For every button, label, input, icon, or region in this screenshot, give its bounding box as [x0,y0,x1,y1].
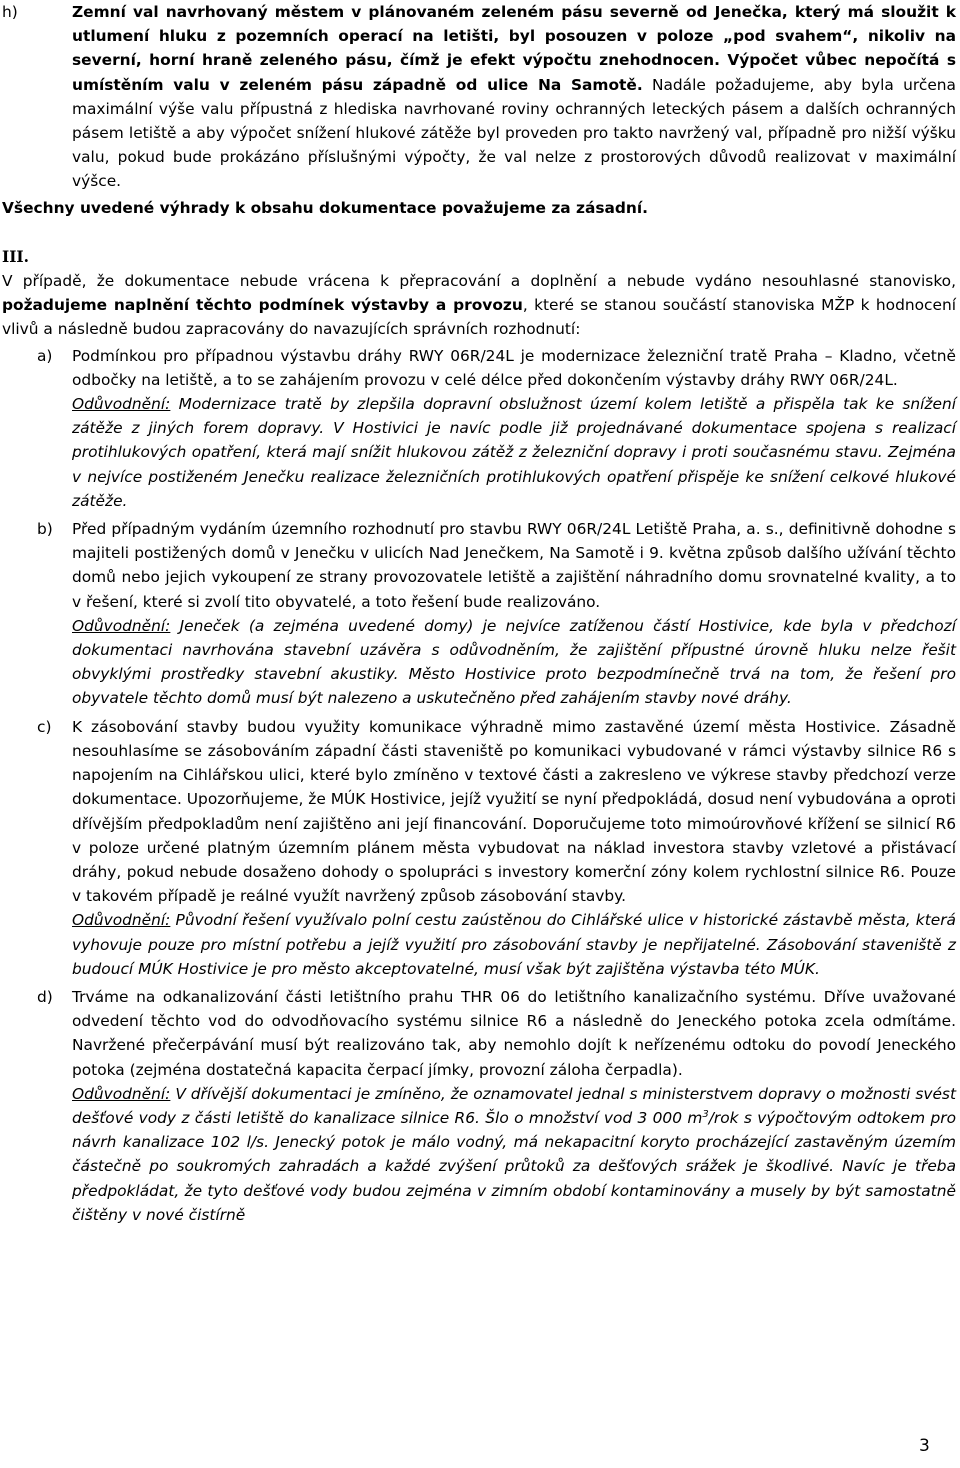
justification [72,1082,956,1227]
list-marker: d) [37,987,53,1006]
list-item-content [72,344,956,513]
condition-text: K zásobování stavby budou využity komunikace výhradně mimo zastavěné území města Hostivice. Zásadně nesouhlasíme se zásobováním západní části staveniště po komunikaci vybudované v rámci výstavby silnice R6 s napojením na Cihlářskou ulici, které bylo zmíněno v textové části a zakresleno ve výkrese stavby předchozí verze dokumentace. Upozorňujeme, že MÚK Hostivice, jejíž využití se nyní předpokládá, dosud není vybudována a oproti dřívějším předpokladům není zajištěno ani její financování. Doporučujeme toto mimoúrovňové křížení se silnicí R6 v poloze určené platným územním plánem města vybudovat na náklad investora stavby vzletové a přistávací dráhy, pokud nebude dosaženo dohody o spolupráci s investory komerční zóny kolem rychlostní silnice R6. Pouze v takovém případě je reálné využít navržený způsob zásobování stavby. [72,717,956,906]
list-marker: h) [2,3,18,21]
intro-text: V případě, že dokumentace nebude vrácena k přepracování a doplnění a nebude vydáno nesouhlasné stanovisko, [2,272,956,291]
requirement-text: Nadále požadujeme, aby byla určena maximální výše valu přípustná z hlediska navrhované roviny ochranných leteckých pásem a dalších ochranných pásem letiště a aby výpočet snížení hlukové zátěže byl proveden pro takto navržený val, případně pro nižší výšku valu, pokud bude prokázáno příslušnými výpočty, že val nelze z prostorových důvodů realizovat v maximální výšce. [72,75,956,191]
justification-label: Odůvodnění: [72,1084,171,1103]
justification [72,614,956,711]
list-item-c [2,715,956,981]
justification-label: Odůvodnění: [72,911,171,930]
justification-text-cont: /rok s výpočtovým odtokem pro návrh kanalizace 102 l/s. Jenecký potok je málo vodný, má nekapacitní koryto procházející zastavěným územím částečně po soukromých zahradách a každé zvýšení průtoků za dešťových srážek je škodlivé. Navíc je třeba předpokládat, že tyto dešťové vody budou zejména v zimním období kontaminovány a musely by být samostatně čištěny v nové čistírně [72,1108,956,1224]
list-item-content [72,715,956,981]
justification [72,908,956,981]
justification-text: Jeneček (a zejména uvedené domy) je nejvíce zatíženou částí Hostivice, kde byla v předchozí dokumentaci navrhována stavební uzávěra s odůvodněním, že zajištění přípustné úrovně hluku nelze řešit obvyklými prostředky stavební akustiky. Město Hostivice proto bezpodmínečně trvá na tom, že řešení pro obyvatele těchto domů musí být nalezeno a uskutečněno před zahájením stavby nové dráhy. [72,616,956,708]
summary-statement: Všechny uvedené výhrady k obsahu dokumentace považujeme za zásadní. [2,198,649,217]
condition-text: Trváme na odkanalizování části letištního prahu THR 06 do letištního kanalizačního systému. Dříve uvažované odvedení těchto vod do odvodňovacího systému silnice R6 a následně do Jeneckého potoka zcela odmítáme. Navržené přečerpávání musí být realizováno tak, aby nemohlo dojít k neřízenému odtoku do povodí Jeneckého potoka (zejména dostatečná kapacita čerpací jímky, provozní záloha čerpadla). [72,987,956,1079]
justification-label: Odůvodnění: [72,616,171,635]
justification [72,392,956,513]
superscript: 3 [702,1108,709,1120]
list-marker: c) [37,717,52,736]
list-item-content [72,517,956,711]
page-number: 3 [919,1436,930,1456]
justification-label: Odůvodnění: [72,395,171,414]
justification-text: Původní řešení využívalo polní cestu zaústěnou do Cihlářské ulice v historické zástavbě města, která vyhovuje pouze pro místní potřebu a jejíž využití pro zásobování stavby je nepřijatelné. Zásobování staveniště z budoucí MÚK Hostivice je pro město akceptovatelné, musí však být zajištěna výstavba této MÚK. [72,911,956,978]
section-intro [2,269,956,342]
condition-text: Podmínkou pro případnou výstavbu dráhy RWY 06R/24L je modernizace železniční tratě Praha – Kladno, včetně odbočky na letiště, a to se zahájením provozu v celé délce před dokončením výstavby dráhy RWY 06R/24L. [72,346,956,389]
intro-text-end: , které se stanou součástí stanoviska MŽP k hodnocení vlivů a následně budou zapracovány do navazujících správních rozhodnutí: [2,296,956,339]
list-item-content [72,985,956,1227]
list-marker: b) [37,520,53,539]
list-marker: a) [37,346,53,365]
condition-text: Před případným vydáním územního rozhodnutí pro stavbu RWY 06R/24L Letiště Praha, a. s., definitivně dohodne s majiteli postižených domů v Jenečku v ulicích Nad Jenečkem, Na Samotě i 9. května způsob dalšího užívání těchto domů nebo jejich vykoupení ze strany provozovatele letiště a zajištění náhradního domu srovnatelné kvality, a to v řešení, které si zvolí tito obyvatelé, a toto řešení bude realizováno. [72,520,956,611]
section-heading: III. [2,247,29,266]
list-item-a [2,344,956,513]
justification-text: Modernizace tratě by zlepšila dopravní obslužnost území kolem letiště a přispěla tak ke snížení zátěže z jiných forem dopravy. V Hostivici je navíc podle již projednávané dokumentace spojena s realizací protihlukových opatření, která mají snížit hlukovou zátěž z železniční dopravy i proti současnému stavu. Zejména v nejvíce postiženém Jenečku realizace železničních protihlukových opatření přispěje ke snížení celkové hlukové zátěže. [72,395,956,510]
justification-text: V dřívější dokumentaci je zmíněno, že oznamovatel jednal s ministerstvem dopravy o možnosti svést dešťové vody z části letiště do kanalizace silnice R6. Šlo o množství vod 3 000 m [72,1084,956,1127]
intro-bold-text: požadujeme naplnění těchto podmínek výstavby a provozu [2,296,523,315]
list-item-content [72,0,956,194]
list-item-b [2,517,956,711]
list-item-d [2,985,956,1227]
document-page [2,0,956,1227]
bold-statement: Zemní val navrhovaný městem v plánovaném zeleném pásu severně od Jenečka, který má sloužit k utlumení hluku z pozemních operací na letišti, byl posouzen v poloze „pod svahem“, nikoliv na severní, horní hraně zeleného pásu, čímž je efekt výpočtu znehodnocen. Výpočet vůbec nepočítá s umístěním valu v zeleném pásu západně od ulice Na Samotě. [72,3,956,94]
list-item-h [2,0,956,194]
